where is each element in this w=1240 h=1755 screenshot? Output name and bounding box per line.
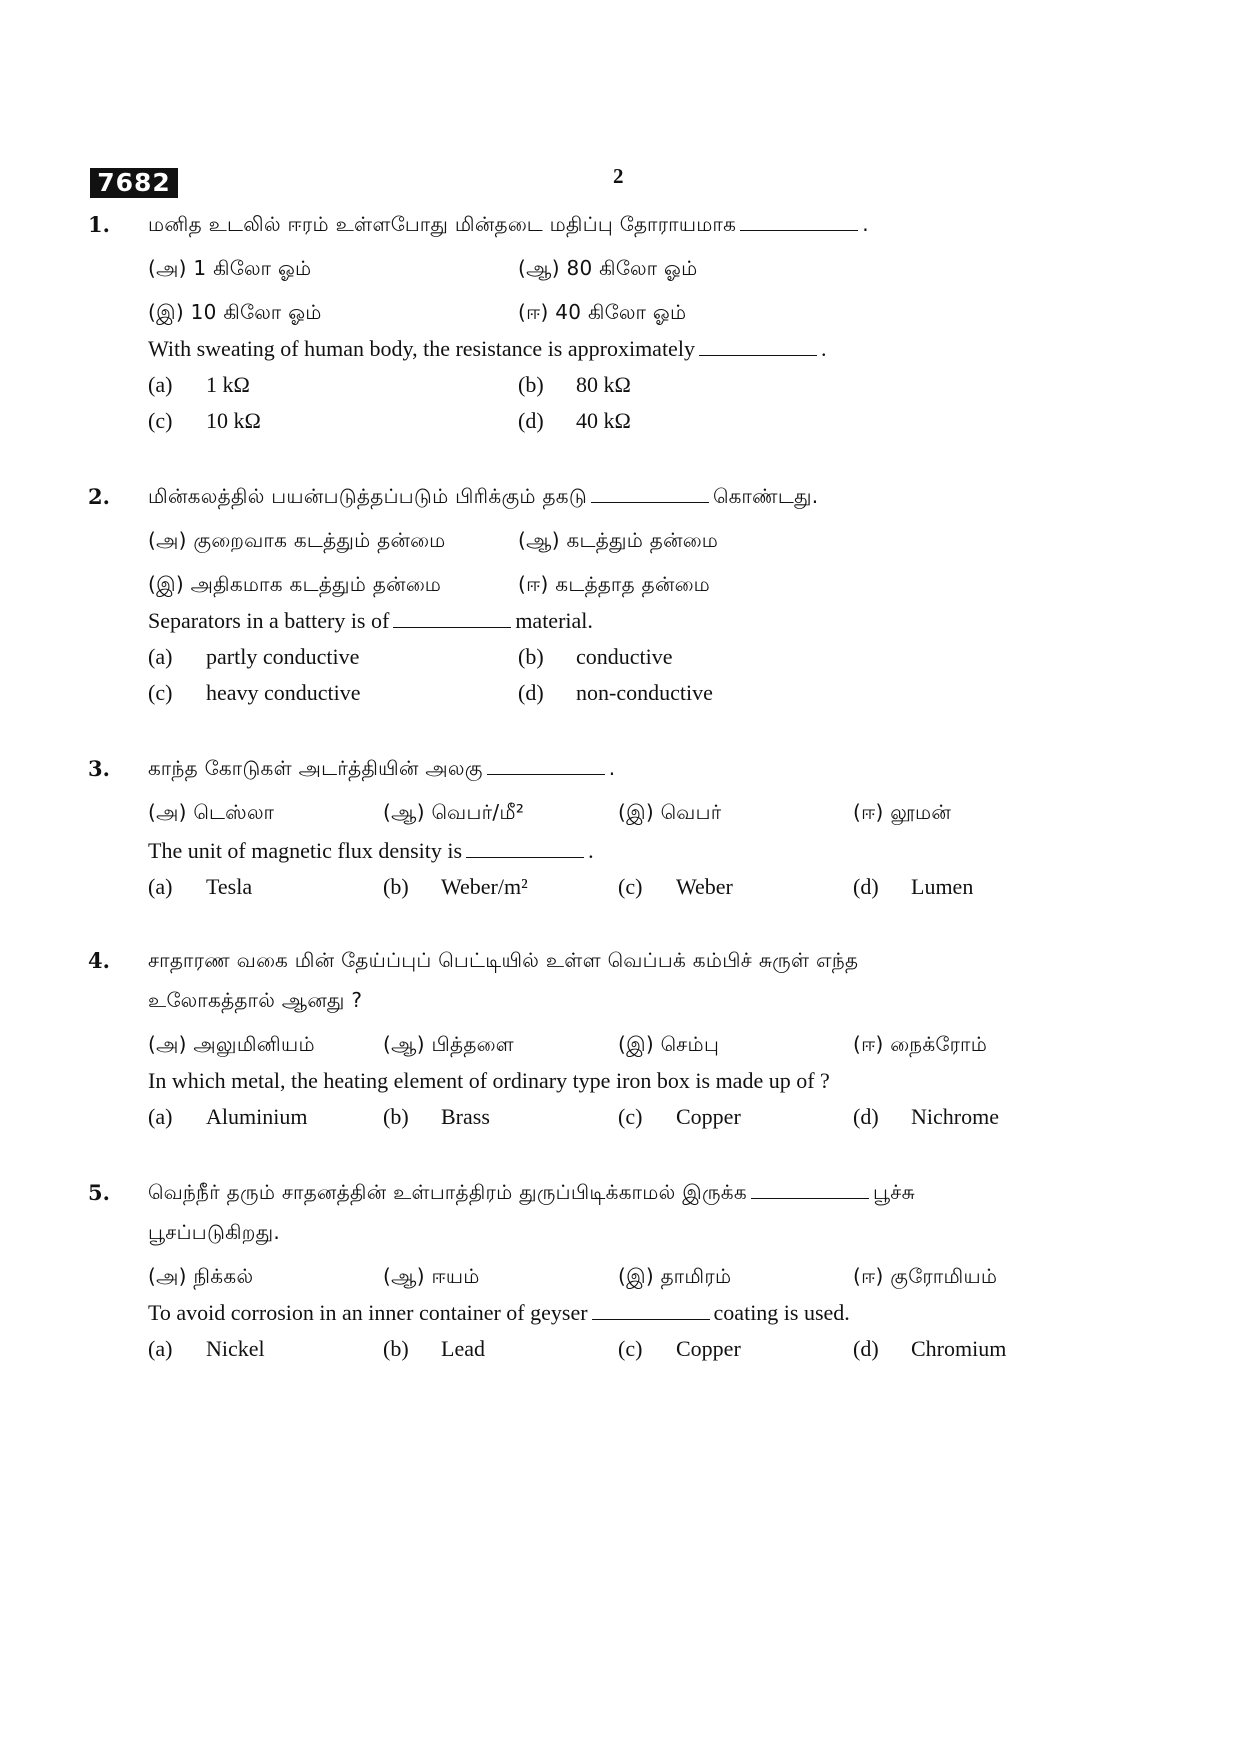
question-english: The unit of magnetic flux density is .	[148, 838, 594, 863]
question-tamil: சாதாரண வகை மின் தேய்ப்புப் பெட்டியில் உள்ள வெப்பக் கம்பிச் சுருள் எந்த	[148, 948, 859, 972]
tamil-option: (அ) அலுமினியம்	[148, 1032, 315, 1056]
option-d: (d) Lumen	[853, 874, 974, 899]
answer-blank	[591, 484, 709, 503]
question-tamil: மனித உடலில் ஈரம் உள்ளபோது மின்தடை மதிப்பு தோராயமாக .	[148, 212, 869, 236]
option-c: (c) heavy conductive	[148, 680, 361, 705]
question-number: 1.	[88, 212, 110, 237]
tamil-option: (ஈ) லூமன்	[853, 800, 952, 824]
tamil-option: (அ) டெஸ்லா	[148, 800, 275, 824]
page-code-badge: 7682	[90, 168, 178, 198]
tamil-option: (இ) அதிகமாக கடத்தும் தன்மை	[148, 572, 442, 596]
option-d: (d) 40 kΩ	[518, 408, 631, 433]
answer-blank	[751, 1180, 869, 1199]
tamil-option: (ஈ) கடத்தாத தன்மை	[518, 572, 711, 596]
tamil-option: (இ) வெபர்	[618, 800, 722, 824]
question-english: With sweating of human body, the resistance is approximately .	[148, 336, 827, 361]
answer-blank	[487, 756, 605, 775]
option-b: (b) Weber/m²	[383, 874, 528, 899]
tamil-option: (ஆ) கடத்தும் தன்மை	[518, 528, 719, 552]
option-c: (c) Copper	[618, 1336, 741, 1361]
question-tamil: மின்கலத்தில் பயன்படுத்தப்படும் பிரிக்கும் தகடு கொண்டது.	[148, 484, 819, 508]
option-d: (d) Chromium	[853, 1336, 1007, 1361]
question-english: In which metal, the heating element of ordinary type iron box is made up of ?	[148, 1068, 830, 1093]
option-b: (b) Lead	[383, 1336, 485, 1361]
option-a: (a) partly conductive	[148, 644, 360, 669]
question-tamil-line2: பூசப்படுகிறது.	[148, 1220, 281, 1244]
option-b: (b) conductive	[518, 644, 673, 669]
tamil-option: (அ) நிக்கல்	[148, 1264, 254, 1288]
tamil-option: (ஆ) வெபர்/மீ²	[383, 800, 525, 824]
option-c: (c) Copper	[618, 1104, 741, 1129]
tamil-option: (அ) குறைவாக கடத்தும் தன்மை	[148, 528, 446, 552]
question-tamil: காந்த கோடுகள் அடர்த்தியின் அலகு .	[148, 756, 616, 780]
option-d: (d) Nichrome	[853, 1104, 999, 1129]
question-number: 3.	[88, 756, 110, 781]
answer-blank	[740, 212, 858, 231]
option-c: (c) Weber	[618, 874, 733, 899]
tamil-option: (ஈ) குரோமியம்	[853, 1264, 998, 1288]
option-c: (c) 10 kΩ	[148, 408, 261, 433]
page-number: 2	[613, 164, 624, 188]
question-tamil-line2: உலோகத்தால் ஆனது ?	[148, 988, 363, 1012]
tamil-option: (அ) 1 கிலோ ஓம்	[148, 256, 312, 280]
question-english: Separators in a battery is of material.	[148, 608, 593, 633]
question-number: 2.	[88, 484, 110, 509]
option-b: (b) Brass	[383, 1104, 490, 1129]
tamil-option: (ஆ) 80 கிலோ ஓம்	[518, 256, 698, 280]
option-b: (b) 80 kΩ	[518, 372, 631, 397]
answer-blank	[393, 609, 511, 628]
tamil-option: (ஈ) 40 கிலோ ஓம்	[518, 300, 687, 324]
tamil-option: (இ) தாமிரம்	[618, 1264, 732, 1288]
answer-blank	[592, 1301, 710, 1320]
question-english: To avoid corrosion in an inner container of geyser coating is used.	[148, 1300, 850, 1325]
question-number: 5.	[88, 1180, 110, 1205]
option-a: (a) Tesla	[148, 874, 253, 899]
answer-blank	[466, 839, 584, 858]
answer-blank	[699, 337, 817, 356]
tamil-option: (இ) செம்பு	[618, 1032, 720, 1056]
option-a: (a) Aluminium	[148, 1104, 308, 1129]
tamil-option: (இ) 10 கிலோ ஓம்	[148, 300, 322, 324]
option-a: (a) 1 kΩ	[148, 372, 250, 397]
question-number: 4.	[88, 948, 110, 973]
tamil-option: (ஆ) ஈயம்	[383, 1264, 480, 1288]
tamil-option: (ஆ) பித்தளை	[383, 1032, 514, 1056]
question-tamil: வெந்நீர் தரும் சாதனத்தின் உள்பாத்திரம் துருப்பிடிக்காமல் இருக்க பூச்சு	[148, 1180, 915, 1204]
option-a: (a) Nickel	[148, 1336, 265, 1361]
tamil-option: (ஈ) நைக்ரோம்	[853, 1032, 988, 1056]
option-d: (d) non-conductive	[518, 680, 713, 705]
